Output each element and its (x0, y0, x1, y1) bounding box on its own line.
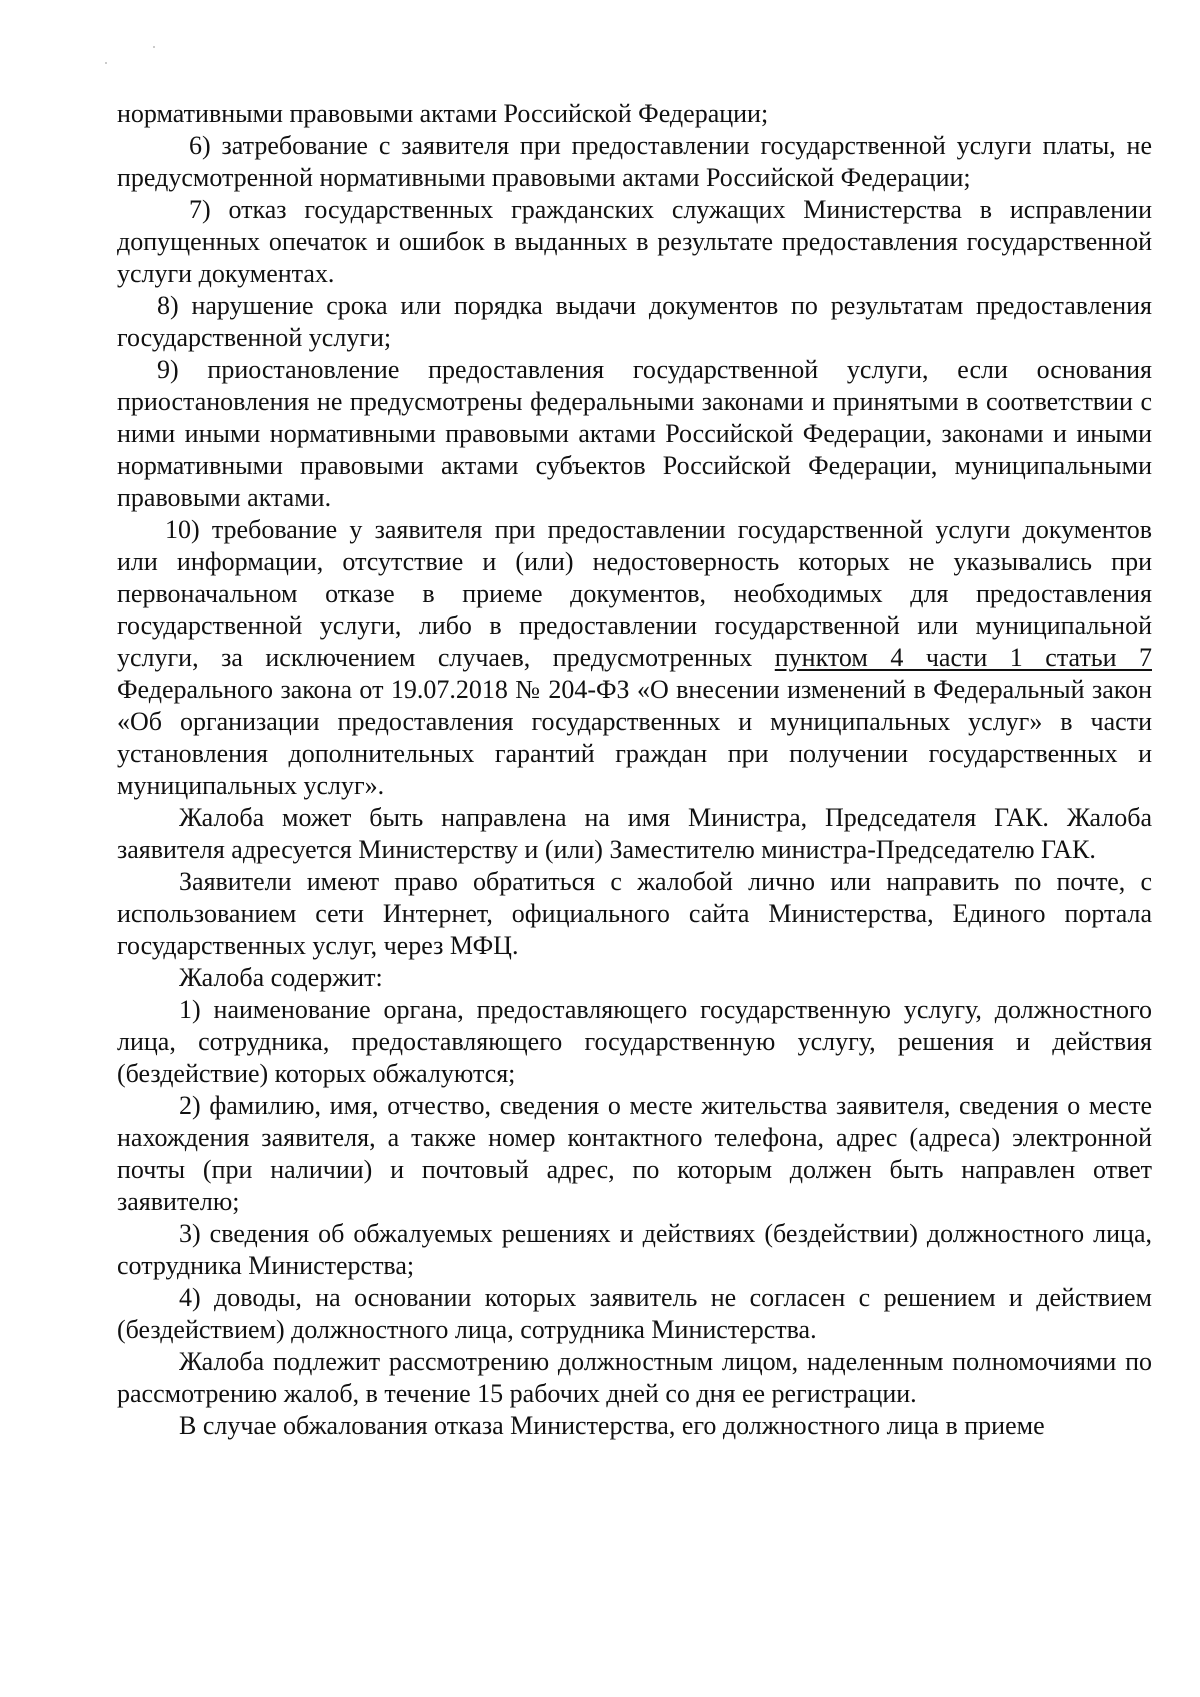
list-item-7: 7) отказ государственных гражданских служащих Министерства в исправлении допущенных опечаток и ошибок в выданных в результате предоставления государственной услуги документах. (117, 195, 1152, 288)
paragraph-continuation: нормативными правовыми актами Российской Федерации; (117, 99, 769, 128)
scan-speck (153, 46, 155, 48)
contents-item-3: 3) сведения об обжалуемых решениях и действиях (бездействии) должностного лица, сотрудника Министерства; (117, 1219, 1152, 1280)
paragraph-complaint-channels: Заявители имеют право обратиться с жалобой лично или направить по почте, с использованием сети Интернет, официального сайта Министерства, Единого портала государственных услуг, через МФЦ. (117, 867, 1152, 960)
list-item-10-text-end: Федерального закона от 19.07.2018 № 204-ФЗ «О внесении изменений в Федеральный закон «Об организации предоставления государственных и муниципальных услуг» в части установления дополнительных гарантий граждан при получении государственных и муниципальных услуг». (117, 675, 1152, 800)
law-reference-link[interactable]: пунктом 4 части 1 статьи 7 (774, 643, 1152, 672)
paragraph-complaint-addressee: Жалоба может быть направлена на имя Министра, Председателя ГАК. Жалоба заявителя адресуется Министерству и (или) Заместителю министра-Председателю ГАК. (117, 803, 1152, 864)
contents-item-2: 2) фамилию, имя, отчество, сведения о месте жительства заявителя, сведения о месте нахождения заявителя, а также номер контактного телефона, адрес (адреса) электронной почты (при наличии) и почтовый адрес, по которым должен быть направлен ответ заявителю; (117, 1091, 1152, 1216)
scan-speck (105, 62, 107, 64)
contents-item-1: 1) наименование органа, предоставляющего государственную услугу, должностного лица, сотрудника, предоставляющего государственную услугу, решения и действия (бездействие) которых обжалуются; (117, 995, 1152, 1088)
list-item-9: 9) приостановление предоставления государственной услуги, если основания приостановления не предусмотрены федеральными законами и принятыми в соответствии с ними иными нормативными правовыми актами Российской Федерации, законами и иными нормативными правовыми актами субъектов Российской Федерации, муниципальными правовыми актами. (117, 355, 1152, 512)
list-item-6: 6) затребование с заявителя при предоставлении государственной услуги платы, не предусмотренной нормативными правовыми актами Российской Федерации; (117, 131, 1152, 192)
paragraph-complaint-contents-heading: Жалоба содержит: (179, 963, 383, 992)
paragraph-review-period: Жалоба подлежит рассмотрению должностным лицом, наделенным полномочиями по рассмотрению жалоб, в течение 15 рабочих дней со дня ее регистрации. (117, 1347, 1152, 1408)
document-body (117, 98, 1152, 1442)
list-item-8: 8) нарушение срока или порядка выдачи документов по результатам предоставления государственной услуги; (117, 291, 1152, 352)
contents-item-4: 4) доводы, на основании которых заявитель не согласен с решением и действием (бездействием) должностного лица, сотрудника Министерства. (117, 1283, 1152, 1344)
paragraph-refusal-appeal: В случае обжалования отказа Министерства, его должностного лица в приеме (179, 1411, 1045, 1440)
list-item-10-text-start: 10) требование у заявителя при предоставлении государственной услуги документов или информации, отсутствие и (или) недостоверность которых не указывались при первоначальном отказе в приеме документов, необходимых для предоставления государственной услуги, либо в предоставлении государственной или муниципальной услуги, за исключением случаев, предусмотренных (117, 515, 1152, 672)
list-item-10 (117, 514, 1152, 802)
